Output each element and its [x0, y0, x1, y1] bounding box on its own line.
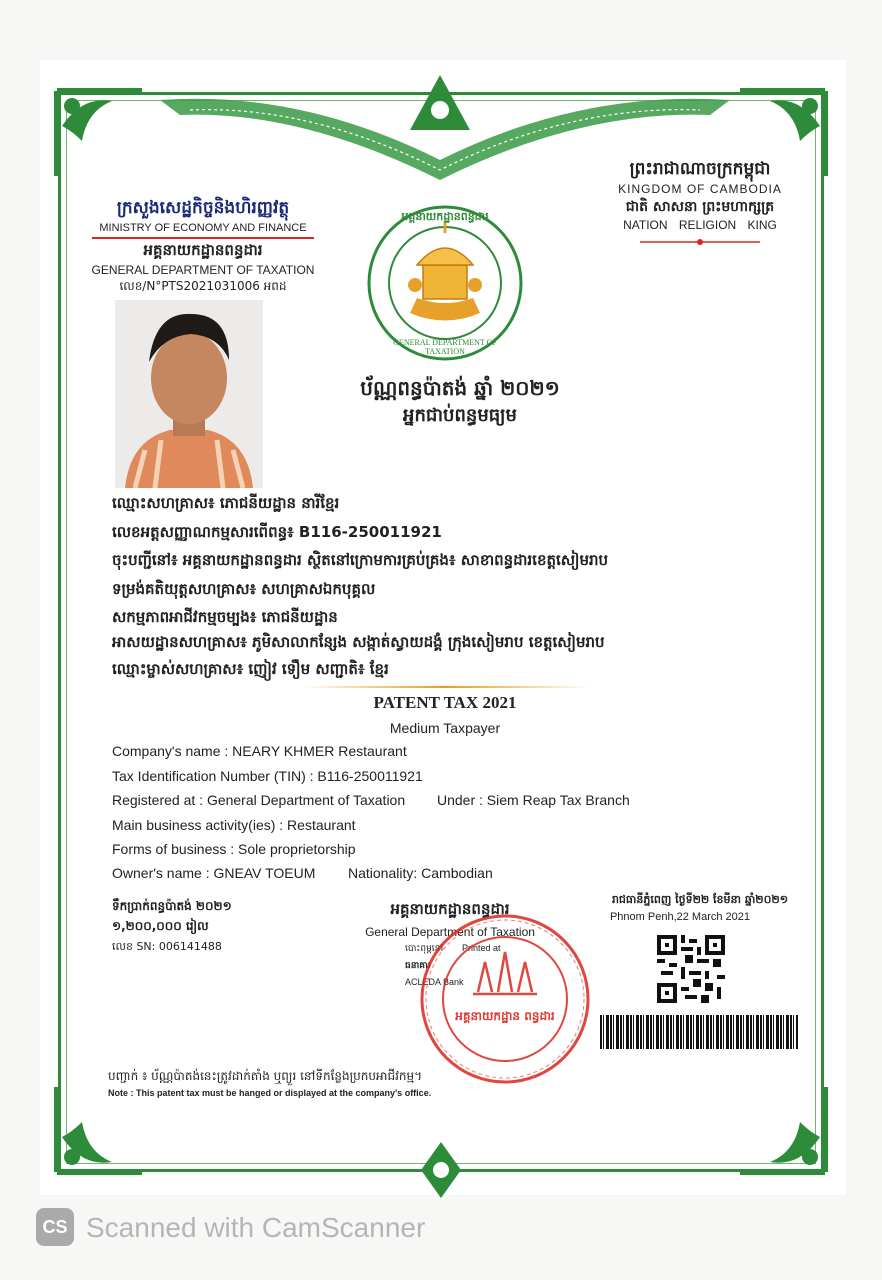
note-km: បញ្ជាក់ ៖ ប័ណ្ណប៉ាតង់នេះត្រូវដាក់តាំង ឬព្យួរ នៅទីកន្លែងប្រកបអាជីវកម្ម។: [108, 1069, 423, 1083]
certificate-title-km: ប័ណ្ណពន្ធប៉ាតង់ ឆ្នាំ ២០២១: [360, 376, 560, 400]
detail-km-owner: ឈ្មោះម្ចាស់សហគ្រាស៖ ញៀវ ទឿម សញ្ជាតិ៖ ខ្មែរ: [112, 660, 389, 678]
signature-department-en: General Department of Taxation: [365, 925, 535, 939]
corner-ornament-top-left: [52, 86, 147, 181]
certificate-title-en: PATENT TAX 2021: [373, 693, 517, 712]
detail-en-nationality: Nationality: Cambodian: [348, 865, 493, 881]
qr-code[interactable]: [657, 935, 725, 1003]
corner-ornament-bottom-right: [735, 1082, 830, 1177]
detail-km-tin: លេខអត្តសញ្ញាណកម្មសារពើពន្ធ៖ B116-250011921: [112, 523, 442, 541]
printed-label-km: បោះពុម្ពនៅ: [405, 944, 444, 954]
detail-en-registered: Registered at : General Department of Taxation: [112, 792, 406, 808]
detail-en-under: Under : Siem Reap Tax Branch: [437, 792, 630, 808]
stamp-center-text: អគ្គនាយកដ្ឋាន ពន្ធដារ: [455, 1009, 555, 1023]
printed-at-label: Printed at: [462, 943, 501, 953]
gold-divider: [300, 686, 590, 688]
detail-en-company: Company's name : NEARY KHMER Restaurant: [112, 743, 407, 759]
bottom-ornament: [416, 1140, 466, 1200]
bank-name: ACLEDA Bank: [405, 977, 464, 987]
department-name-km: អគ្គនាយកដ្ឋានពន្ធដារ: [143, 241, 263, 259]
detail-km-registered: ចុះបញ្ជីនៅ៖ អគ្គនាយកដ្ឋានពន្ធដារ ស្ថិតនៅក្រោមការគ្រប់គ្រង៖ សាខាពន្ធដារខេត្តសៀមរាប: [112, 551, 609, 569]
official-red-stamp: [418, 912, 592, 1086]
emblem-top-text: អគ្គនាយកដ្ឋានពន្ធដារ: [401, 210, 489, 223]
ministry-name-km: ក្រសួងសេដ្ឋកិច្ចនិងហិរញ្ញវត្ថុ: [116, 198, 290, 218]
barcode: [600, 1015, 798, 1049]
reference-number: លេខ/N°PTS2021031006 អពដ: [119, 279, 287, 293]
motto-en: NATION RELIGION KING: [623, 218, 777, 232]
detail-en-owner: Owner's name : GNEAV TOEUM: [112, 865, 316, 881]
ministry-name-en: MINISTRY OF ECONOMY AND FINANCE: [99, 222, 307, 234]
department-name-en: GENERAL DEPARTMENT OF TAXATION: [91, 263, 315, 277]
detail-km-activity: សកម្មភាពអាជីវកម្មចម្បង៖ ភោជនីយដ្ឋាន: [112, 608, 338, 626]
detail-en-activity: Main business activity(ies) : Restaurant: [112, 817, 356, 833]
taxpayer-category-km: អ្នកជាប់ពន្ធមធ្យម: [403, 405, 517, 426]
issue-date-en: Phnom Penh,22 March 2021: [609, 911, 751, 923]
motto-divider: [640, 236, 760, 248]
kingdom-name-en: KINGDOM OF CAMBODIA: [618, 182, 782, 196]
fee-amount: ១,២០០,០០០ រៀល: [112, 919, 209, 933]
camscanner-logo: CS: [36, 1208, 74, 1246]
taxpayer-category-en: Medium Taxpayer: [389, 720, 501, 736]
fee-label: ទឹកប្រាក់ពន្ធប៉ាតង់ ២០២១: [112, 899, 232, 913]
camscanner-watermark: Scanned with CamScanner: [86, 1212, 426, 1243]
issue-date-km: រាជធានីភ្នំពេញ ថ្ងៃទី២២ ខែមីនា ឆ្នាំ២០២១: [611, 893, 789, 906]
note-en: Note : This patent tax must be hanged or displayed at the company's office.: [108, 1088, 432, 1098]
emblem-bottom-text: GENERAL DEPARTMENT OF TAXATION: [393, 338, 497, 356]
detail-km-company: ឈ្មោះសហគ្រាស៖ ភោជនីយដ្ឋាន នារីខ្មែរ: [112, 494, 340, 512]
header-rule: [92, 237, 314, 239]
detail-en-forms: Forms of business : Sole proprietorship: [112, 841, 356, 857]
detail-en-tin: Tax Identification Number (TIN) : B116-250011921: [112, 768, 423, 784]
serial-number: លេខ SN: 006141488: [112, 940, 222, 953]
detail-km-form: ទម្រង់គតិយុត្តសហគ្រាស៖ សហគ្រាសឯកបុគ្គល: [112, 580, 376, 598]
motto-km: ជាតិ សាសនា ព្រះមហាក្សត្រ: [625, 199, 775, 215]
kingdom-name-km: ព្រះរាជាណាចក្រកម្ពុជា: [629, 159, 771, 179]
signature-department-km: អគ្គនាយកដ្ឋានពន្ធដារ: [390, 900, 510, 918]
owner-photo: [115, 300, 263, 488]
bank-label-km: ធនាគារ: [405, 961, 431, 971]
detail-km-address: អាសយដ្ឋានសហគ្រាស៖ ភូមិសាលាកន្សែង សង្កាត់ស្វាយដង្គំ ក្រុងសៀមរាប ខេត្តសៀមរាប: [112, 633, 605, 651]
